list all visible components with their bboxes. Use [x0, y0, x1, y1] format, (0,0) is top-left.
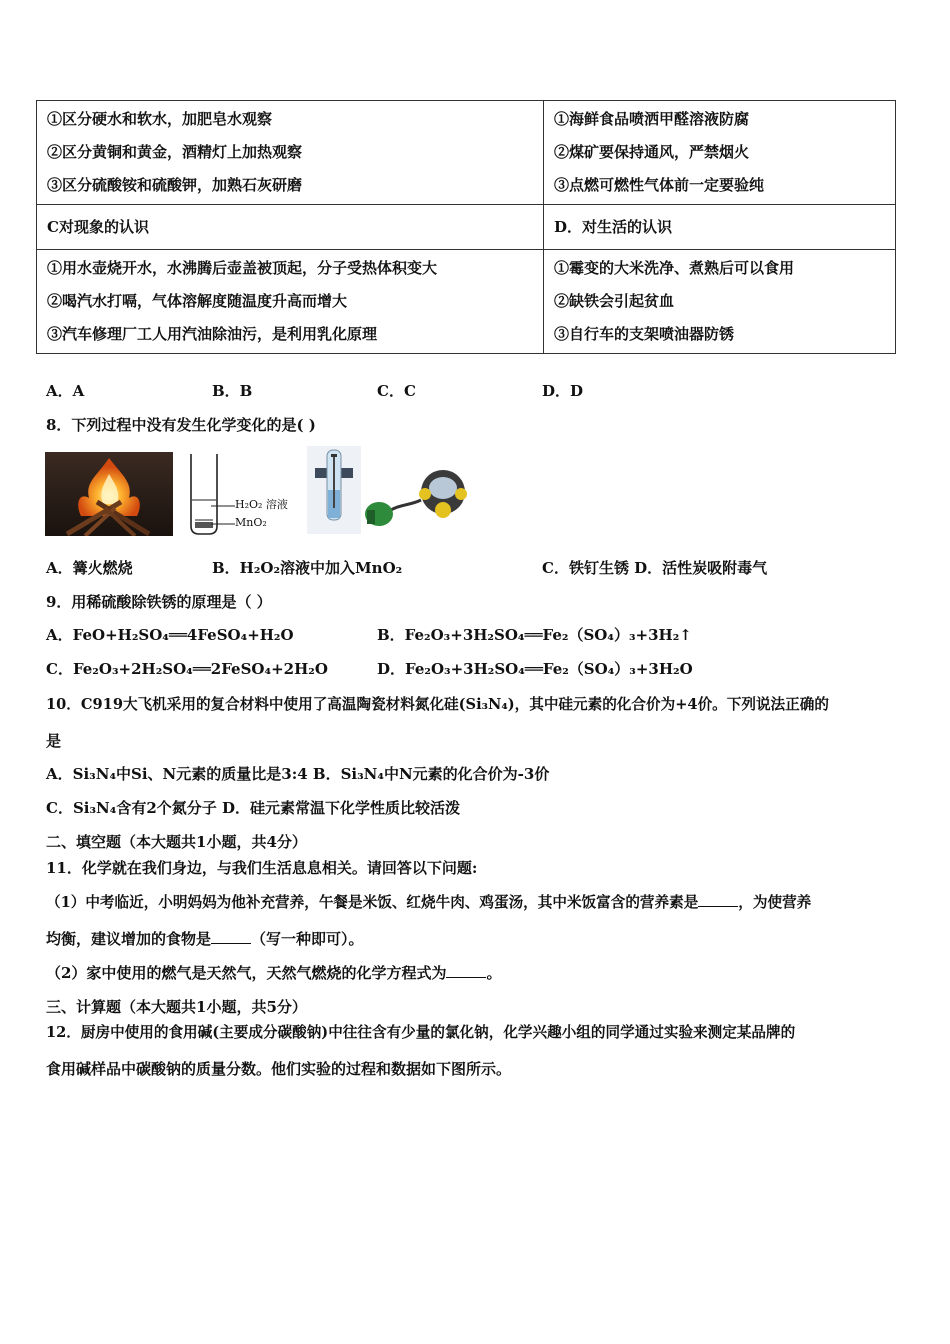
cell-d-items [544, 250, 896, 354]
q11-part-1-line-1 [46, 891, 811, 912]
table-row [37, 101, 896, 205]
table-row [37, 250, 896, 354]
q11-stem: 11．化学就在我们身边，与我们生活息息相关。请回答以下问题: [46, 859, 478, 877]
list-item: ③点燃可燃性气体前一定要验纯 [554, 176, 765, 194]
q11-p1-text-c: 均衡，建议增加的食物是 [46, 930, 212, 948]
list-item: ③汽车修理厂工人用汽油除油污，是利用乳化原理 [47, 325, 378, 343]
list-item: ②区分黄铜和黄金，酒精灯上加热观察 [47, 143, 303, 161]
q11-p1-text-b: ，为使营养 [738, 894, 812, 911]
tube-label-mno2: MnO₂ [235, 516, 267, 529]
q11-p2-text-b: 。 [486, 964, 502, 982]
q10-option-ab[interactable]: A．Si₃N₄中Si、N元素的质量比是3:4 B．Si₃N₄中N元素的化合价为-3价 [46, 765, 550, 783]
gas-mask-image [363, 464, 469, 530]
answer-blank[interactable] [211, 929, 251, 944]
q7-option-d[interactable]: D．D [542, 382, 584, 400]
cell-c-header: C对现象的认识 [37, 205, 544, 250]
section-2-heading: 二、填空题（本大题共1小题，共4分） [46, 833, 307, 851]
table-row [37, 205, 896, 250]
q8-option-b[interactable]: B．H₂O₂溶液中加入MnO₂ [212, 559, 403, 577]
cell-c-items [37, 250, 544, 354]
list-item: ①用水壶烧开水，水沸腾后壶盖被顶起，分子受热体积变大 [47, 259, 438, 277]
answer-blank[interactable] [698, 892, 738, 907]
q8-option-cd[interactable]: C．铁钉生锈 D．活性炭吸附毒气 [542, 559, 768, 577]
q9-stem: 9．用稀硫酸除铁锈的原理是（ ） [46, 593, 272, 611]
q12-line-1: 12．厨房中使用的食用碱(主要成分碳酸钠)中往往含有少量的氯化钠，化学兴趣小组的同学通过实验来测定某品牌的 [46, 1024, 796, 1041]
q9-option-b[interactable]: B．Fe₂O₃+3H₂SO₄══Fe₂（SO₄）₃+3H₂↑ [377, 626, 692, 644]
q8-option-a[interactable]: A．篝火燃烧 [46, 559, 133, 577]
q11-p1-text-d: （写一种即可）。 [251, 930, 364, 948]
q9-option-c[interactable]: C．Fe₂O₃+2H₂SO₄══2FeSO₄+2H₂O [46, 660, 328, 678]
cell-d-header: D．对生活的认识 [544, 205, 896, 250]
list-item: ③自行车的支架喷油器防锈 [554, 325, 735, 343]
q7-option-c[interactable]: C．C [377, 382, 416, 400]
q8-pictures [45, 446, 475, 538]
list-item: ②煤矿要保持通风，严禁烟火 [554, 143, 750, 161]
list-item: ①海鲜食品喷洒甲醛溶液防腐 [554, 110, 750, 128]
list-item: ②缺铁会引起贫血 [554, 292, 675, 310]
cell-b-items [544, 101, 896, 205]
cell-a-items [37, 101, 544, 205]
q11-p1-text-a: （1）中考临近，小明妈妈为他补充营养，午餐是米饭、红烧牛肉、鸡蛋汤，其中米饭富含的营养素是 [46, 894, 699, 911]
q10-option-cd[interactable]: C．Si₃N₄含有2个氮分子 D．硅元素常温下化学性质比较活泼 [46, 799, 460, 817]
list-item: ①区分硬水和软水，加肥皂水观察 [47, 110, 273, 128]
q9-option-d[interactable]: D．Fe₂O₃+3H₂SO₄══Fe₂（SO₄）₃+3H₂O [377, 660, 693, 678]
q12-line-2: 食用碱样品中碳酸钠的质量分数。他们实验的过程和数据如下图所示。 [46, 1060, 512, 1078]
q7-option-a[interactable]: A．A [46, 382, 85, 400]
bonfire-image [45, 452, 173, 536]
q11-part-1-line-2 [46, 928, 364, 949]
q8-stem: 8．下列过程中没有发生化学变化的是( ) [46, 416, 316, 434]
list-item: ①霉变的大米洗净、煮熟后可以食用 [554, 259, 795, 277]
answer-blank[interactable] [446, 963, 486, 978]
q9-option-a[interactable]: A．FeO+H₂SO₄══4FeSO₄+H₂O [46, 626, 294, 644]
q11-p2-text-a: （2）家中使用的燃气是天然气，天然气燃烧的化学方程式为 [46, 964, 447, 982]
q10-stem-line-2: 是 [46, 732, 62, 750]
knowledge-comparison-table [36, 100, 896, 354]
iron-nail-image [307, 446, 361, 534]
q11-part-2 [46, 962, 501, 983]
tube-label-h2o2: H₂O₂ 溶液 [235, 498, 288, 511]
q7-option-b[interactable]: B．B [212, 382, 253, 400]
q10-stem-line-1: 10．C919大飞机采用的复合材料中使用了高温陶瓷材料氮化硅(Si₃N₄)，其中硅元素的化合价为+4价。下列说法正确的 [46, 696, 829, 713]
list-item: ③区分硫酸铵和硫酸钾，加熟石灰研磨 [47, 176, 303, 194]
section-3-heading: 三、计算题（本大题共1小题，共5分） [46, 998, 307, 1016]
list-item: ②喝汽水打嗝，气体溶解度随温度升高而增大 [47, 292, 348, 310]
